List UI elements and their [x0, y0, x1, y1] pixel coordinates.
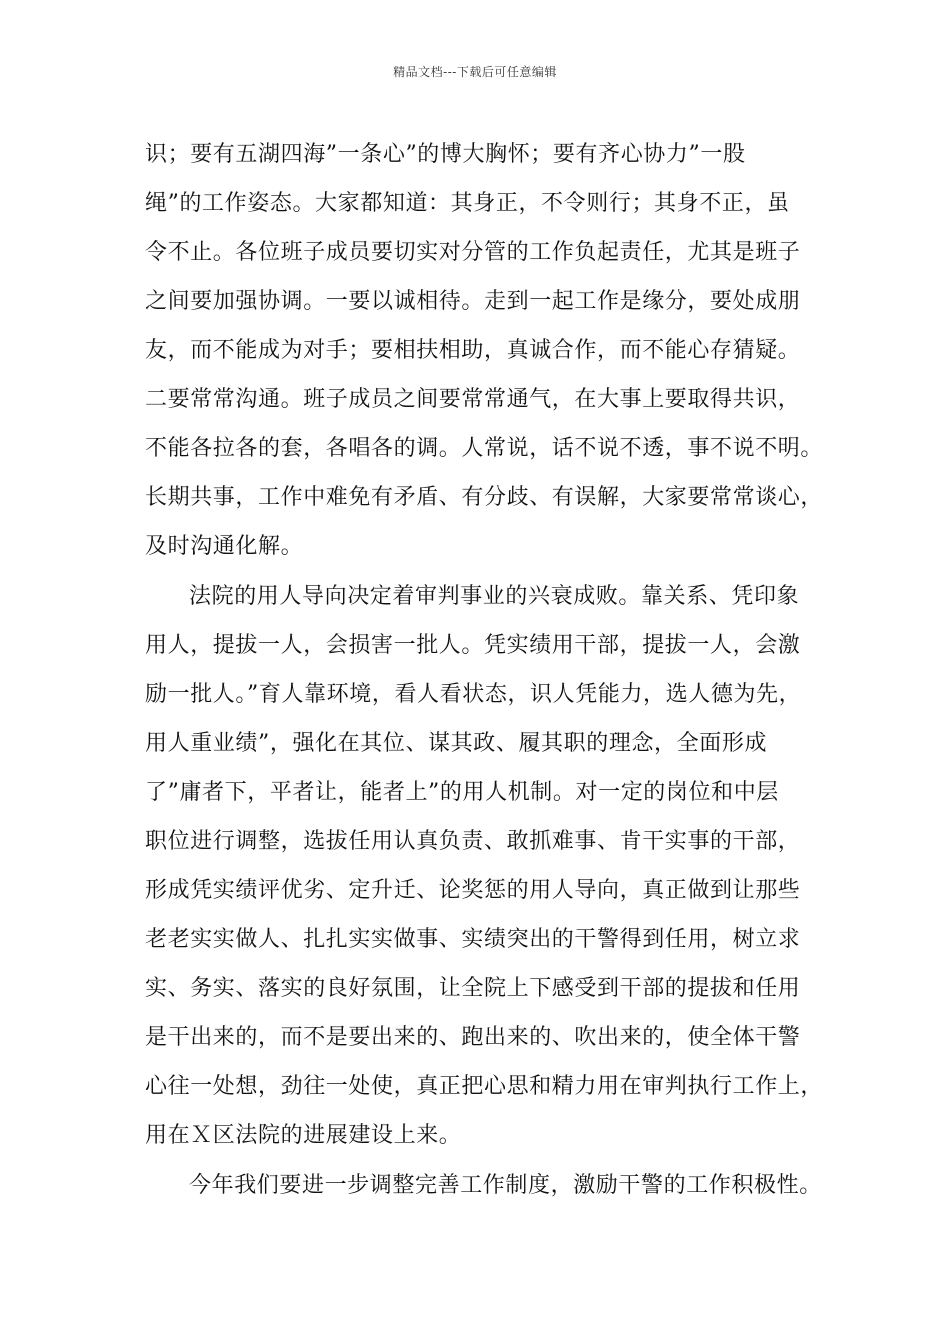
paragraph-first-line: 法院的用人导向决定着审判事业的兴衰成败。靠关系、凭印象 — [189, 584, 800, 609]
text-line: 励一批人。”育人靠环境，看人看状态，识人凭能力，选人德为先， — [145, 682, 802, 707]
text-line: 之间要加强协调。一要以诚相待。走到一起工作是缘分，要处成朋 — [145, 289, 801, 314]
text-line: 心往一处想，劲往一处使，真正把心思和精力用在审判执行工作上， — [145, 1074, 824, 1099]
text-line: 用在Ｘ区法院的进展建设上来。 — [145, 1123, 462, 1148]
text-line: 不能各拉各的套，各唱各的调。人常说，话不说不透，事不说不明。 — [145, 436, 824, 461]
text-line: 友，而不能成为对手；要相扶相助，真诚合作，而不能心存猜疑。 — [145, 338, 801, 363]
paragraph-first-line: 今年我们要进一步调整完善工作制度，激励干警的工作积极性。 — [189, 1173, 822, 1198]
text-line: 二要常常沟通。班子成员之间要常常通气，在大事上要取得共识， — [145, 387, 801, 412]
text-line: 是干出来的，而不是要出来的、跑出来的、吹出来的，使全体干警 — [145, 1025, 801, 1050]
text-line: 长期共事，工作中难免有矛盾、有分歧、有误解，大家要常常谈心， — [145, 485, 824, 510]
text-line: 及时沟通化解。 — [145, 534, 304, 559]
text-line: 了”庸者下，平者让，能者上”的用人机制。对一定的岗位和中层 — [145, 780, 779, 805]
text-line: 令不止。各位班子成员要切实对分管的工作负起责任，尤其是班子 — [145, 240, 801, 265]
text-line: 绳”的工作姿态。大家都知道：其身正，不令则行；其身不正，虽 — [145, 191, 790, 216]
text-line: 职位进行调整，选拔任用认真负责、敢抓难事、肯干实事的干部， — [145, 829, 801, 854]
text-line: 用人重业绩”，强化在其位、谋其政、履其职的理念，全面形成 — [145, 731, 768, 756]
text-line: 识；要有五湖四海”一条心”的博大胸怀；要有齐心协力”一股 — [145, 142, 746, 167]
text-line: 形成凭实绩评优劣、定升迁、论奖惩的用人导向，真正做到让那些 — [145, 878, 801, 903]
document-body — [145, 130, 825, 1210]
text-line: 用人，提拔一人，会损害一批人。凭实绩用干部，提拔一人，会激 — [145, 633, 801, 658]
text-line: 老老实实做人、扎扎实实做事、实绩突出的干警得到任用，树立求 — [145, 927, 801, 952]
text-line: 实、务实、落实的良好氛围，让全院上下感受到干部的提拔和任用 — [145, 976, 801, 1001]
page-header: 精品文档---下载后可任意编辑 — [393, 65, 557, 79]
